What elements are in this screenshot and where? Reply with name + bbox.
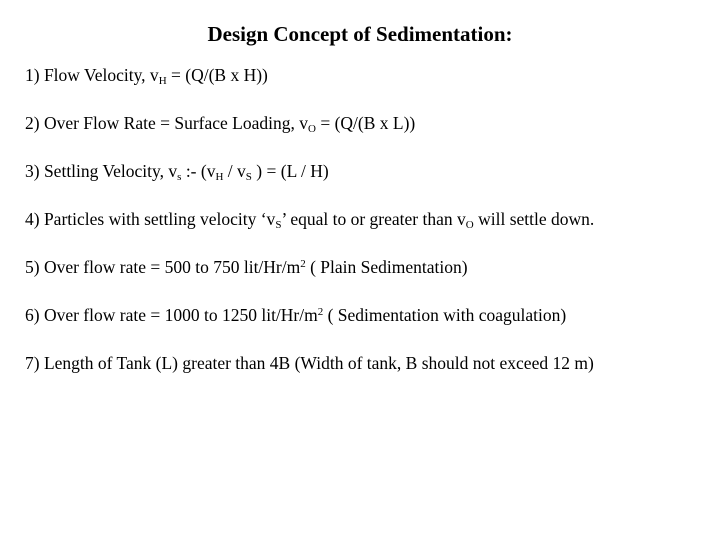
item-text: 5) Over flow rate = 500 to 750 lit/Hr/m [25,257,301,277]
item-subscript: O [465,219,474,231]
list-item-tank-length [25,352,594,374]
list-item-plain-sedimentation [25,256,468,278]
item-text: ( Sedimentation with coagulation) [323,305,567,325]
item-text: ( Plain Sedimentation) [305,257,468,277]
list-item-overflow-rate [25,112,415,134]
item-subscript: S [275,219,282,231]
item-text: ’ equal to or greater than v [281,209,466,229]
item-subscript: S [245,171,252,183]
item-text: 7) Length of Tank (L) greater than 4B (Width of tank, B should not exceed 12 m) [25,353,594,373]
item-text: ) = (L / H) [251,161,329,181]
item-text: 6) Over flow rate = 1000 to 1250 lit/Hr/m [25,305,318,325]
item-subscript: H [215,171,224,183]
item-subscript: s [177,171,182,183]
item-subscript: O [308,123,316,135]
item-text: 4) Particles with settling velocity ‘v [25,209,276,229]
slide-title: Design Concept of Sedimentation: [207,22,513,46]
item-text: :- (v [181,161,216,181]
item-text: / v [223,161,246,181]
item-text: 2) Over Flow Rate = Surface Loading, v [25,113,308,133]
item-text: 1) Flow Velocity, v [25,65,159,85]
item-superscript: 2 [317,306,324,318]
list-item-coagulation [25,304,566,326]
item-subscript: H [158,75,167,87]
list-item-particles [25,208,594,230]
item-text: = (Q/(B x H)) [166,65,268,85]
item-text: will settle down. [473,209,595,229]
item-text: 3) Settling Velocity, v [25,161,178,181]
list-item-settling-velocity [25,160,329,182]
item-text: = (Q/(B x L)) [315,113,416,133]
list-item-flow-velocity [25,64,268,86]
item-superscript: 2 [300,258,306,270]
